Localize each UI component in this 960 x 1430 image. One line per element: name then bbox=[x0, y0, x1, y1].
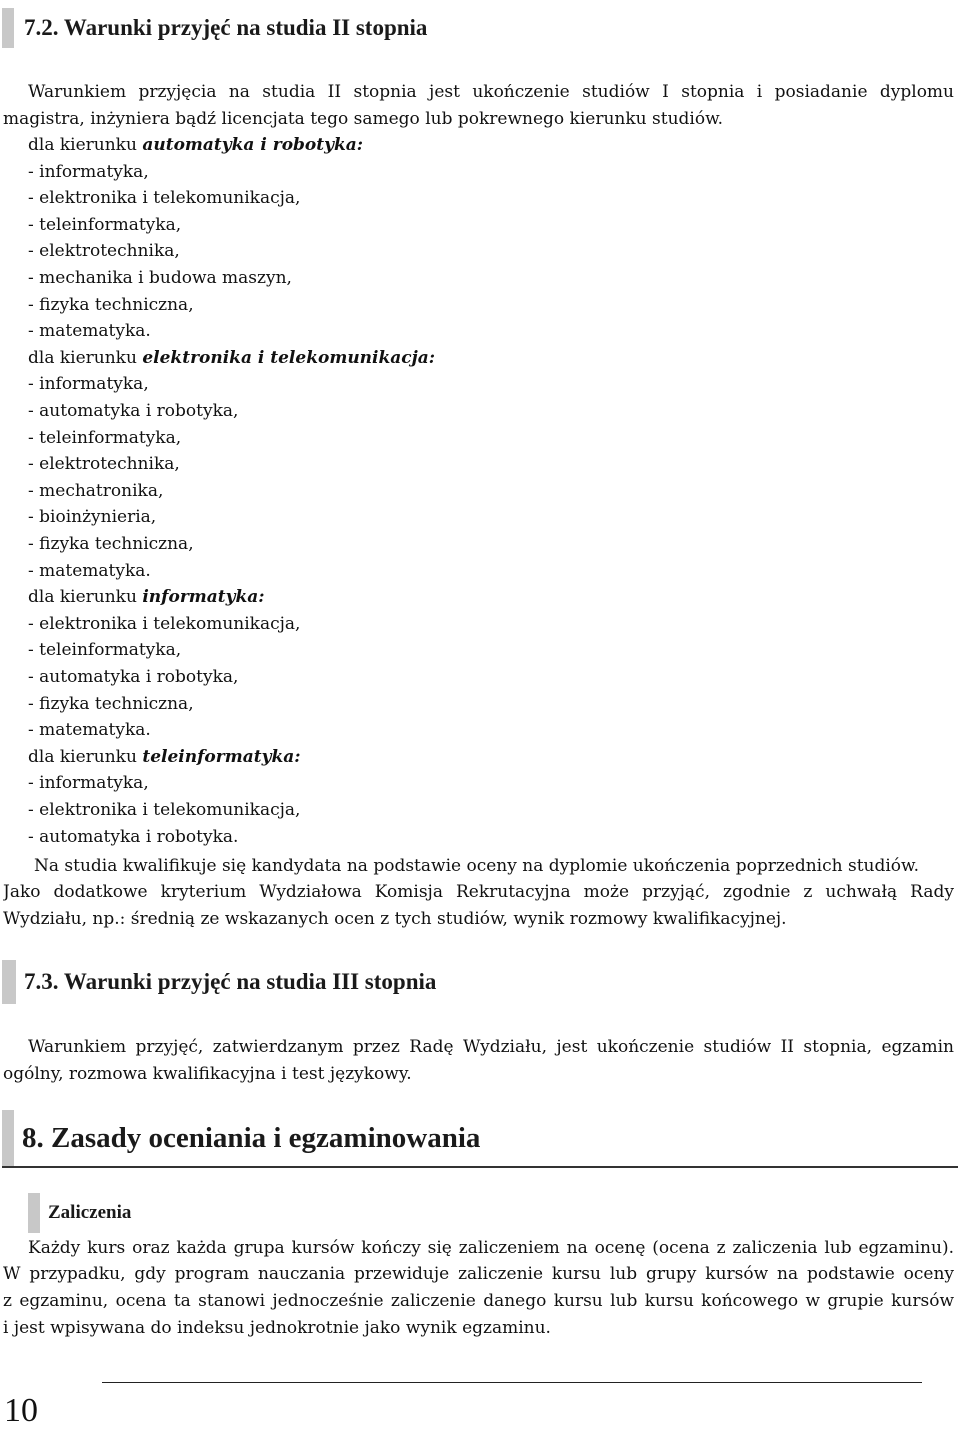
list-item: - elektronika i telekomunikacja, bbox=[28, 800, 301, 820]
list-item: - fizyka techniczna, bbox=[28, 534, 194, 554]
group-heading bbox=[28, 587, 265, 607]
subsection-zaliczenia-title: Zaliczenia bbox=[48, 1202, 132, 1223]
group-prefix: dla kierunku bbox=[28, 587, 143, 608]
heading-bar bbox=[2, 1110, 14, 1166]
s8-line-1: Każdy kurs oraz każda grupa kursów kończy się zaliczeniem na ocenę (ocena z zaliczenia lub egzaminu). bbox=[28, 1238, 954, 1258]
s8-line-3: z egzaminu, ocena ta stanowi jednocześnie zaliczenie danego kursu lub kursu końcowego w grupie kursów bbox=[3, 1291, 954, 1311]
footer-rule bbox=[102, 1382, 922, 1383]
group-heading bbox=[28, 348, 435, 368]
list-item: - teleinformatyka, bbox=[28, 214, 182, 235]
heading-bar bbox=[2, 8, 14, 48]
list-item: - elektronika i telekomunikacja, bbox=[28, 188, 301, 209]
section-7-2-title: 7.2. Warunki przyjęć na studia II stopnia bbox=[24, 15, 428, 40]
s73-line-1: Warunkiem przyjęć, zatwierdzanym przez Radę Wydziału, jest ukończenie studiów II stopnia, egzamin bbox=[28, 1037, 954, 1057]
section-7-3-title: 7.3. Warunki przyjęć na studia III stopnia bbox=[24, 969, 437, 994]
group-name: teleinformatyka: bbox=[142, 746, 301, 767]
s72-qual-line-2: Jako dodatkowe kryterium Wydziałowa Komisja Rekrutacyjna może przyjąć, zgodnie z uchwałą Rady bbox=[3, 882, 954, 902]
subsection-zaliczenia-heading bbox=[28, 1193, 131, 1233]
s73-line-2: ogólny, rozmowa kwalifikacyjna i test językowy. bbox=[3, 1064, 412, 1084]
s72-qual-line-3: Wydziału, np.: średnią ze wskazanych ocen z tych studiów, wynik rozmowy kwalifikacyjnej. bbox=[3, 909, 787, 929]
list-item: - elektrotechnika, bbox=[28, 241, 180, 262]
s8-line-4: i jest wpisywana do indeksu jednokrotnie jako wynik egzaminu. bbox=[3, 1318, 551, 1338]
list-item: - matematyka. bbox=[28, 560, 151, 581]
group-prefix: dla kierunku bbox=[28, 135, 143, 155]
group-prefix: dla kierunku bbox=[28, 746, 143, 767]
page-number: 10 bbox=[4, 1392, 38, 1429]
list-item: - bioinżynieria, bbox=[28, 507, 157, 528]
group-heading bbox=[28, 747, 301, 767]
list-item: - automatyka i robotyka. bbox=[28, 826, 239, 847]
heading-bar bbox=[28, 1193, 40, 1233]
list-item: - matematyka. bbox=[28, 720, 151, 741]
list-item: - fizyka techniczna, bbox=[28, 693, 194, 714]
list-item: - teleinformatyka, bbox=[28, 640, 182, 661]
list-item: - elektrotechnika, bbox=[28, 454, 180, 475]
heading-bar bbox=[2, 960, 16, 1004]
section-8-heading bbox=[2, 1110, 480, 1166]
group-name: elektronika i telekomunikacja: bbox=[142, 347, 436, 368]
list-item: - fizyka techniczna, bbox=[28, 294, 194, 315]
list-item: - teleinformatyka, bbox=[28, 427, 182, 448]
s8-line-2: W przypadku, gdy program nauczania przewiduje zaliczenie kursu lub grupy kursów na podstawie oceny bbox=[3, 1264, 954, 1284]
list-item: - mechanika i budowa maszyn, bbox=[28, 268, 292, 288]
list-item: - elektronika i telekomunikacja, bbox=[28, 613, 301, 634]
section-7-3-heading bbox=[2, 960, 436, 1004]
s72-qual-line-1: Na studia kwalifikuje się kandydata na podstawie oceny na dyplomie ukończenia poprzednich studiów. bbox=[34, 856, 919, 876]
group-name: automatyka i robotyka: bbox=[142, 135, 364, 155]
section-7-2-heading bbox=[2, 8, 427, 48]
s72-intro-line-2: magistra, inżyniera bądź licencjata tego samego lub pokrewnego kierunku studiów. bbox=[3, 109, 724, 129]
list-item: - automatyka i robotyka, bbox=[28, 667, 239, 687]
group-prefix: dla kierunku bbox=[28, 347, 143, 368]
list-item: - informatyka, bbox=[28, 161, 149, 182]
list-item: - informatyka, bbox=[28, 773, 149, 794]
list-item: - automatyka i robotyka, bbox=[28, 401, 239, 421]
list-item: - mechatronika, bbox=[28, 480, 164, 501]
group-name: informatyka: bbox=[142, 587, 265, 608]
list-item: - informatyka, bbox=[28, 374, 149, 395]
s72-intro-line-1: Warunkiem przyjęcia na studia II stopnia jest ukończenie studiów I stopnia i posiadanie dyplomu bbox=[28, 82, 954, 102]
group-heading bbox=[28, 135, 363, 155]
section-8-title: 8. Zasady oceniania i egzaminowania bbox=[22, 1121, 481, 1154]
list-item: - matematyka. bbox=[28, 321, 151, 342]
section-8-rule bbox=[2, 1166, 958, 1168]
